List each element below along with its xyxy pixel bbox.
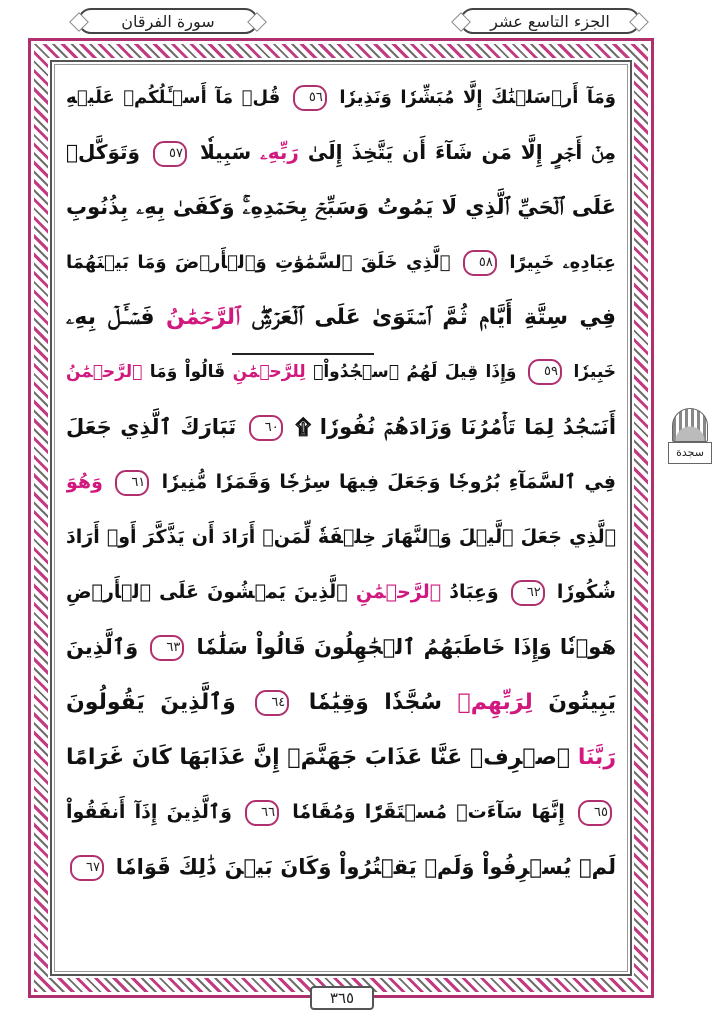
text-line (66, 620, 616, 675)
ayah-number: ٦٣ (150, 635, 184, 661)
verse-text: يَبِيتُونَ (548, 690, 616, 715)
highlighted-word: لِرَبِّهِمۡ (457, 690, 533, 715)
text-line (66, 400, 616, 455)
ayah-number: ٥٦ (293, 85, 327, 111)
sajda-label: سجدة (668, 442, 712, 464)
verse-text: لَمۡ يُسۡرِفُواْ وَلَمۡ يَقۡتُرُواْ وَكَانَ بَيۡنَ ذَٰلِكَ قَوَامٗا (115, 855, 616, 879)
verse-text: فِي سِتَّةِ أَيَّامٖ ثُمَّ ٱسۡتَوَىٰ عَلَى ٱلۡعَرۡشِۖ (251, 305, 616, 330)
text-line (66, 180, 616, 235)
text-line (66, 730, 616, 785)
verse-text: وَإِذَا قِيلَ لَهُمُ ٱسۡجُدُواْۤ (313, 362, 517, 382)
highlighted-word: لِلرَّحۡمَٰنِ (232, 362, 306, 382)
mosque-dome-icon (672, 408, 708, 442)
text-line (66, 70, 616, 125)
quran-text-block (66, 70, 616, 970)
verse-text: وَمَآ أَرۡسَلۡنَٰكَ إِلَّا مُبَشِّرٗا وَنَذِيرٗا (339, 87, 616, 108)
verse-text: أَنَسۡجُدُ لِمَا تَأۡمُرُنَا وَزَادَهُمۡ نُفُورٗا ۩ (295, 415, 616, 439)
verse-text: سُجَّدٗا وَقِيَٰمٗا (308, 690, 443, 715)
text-line (66, 785, 616, 840)
text-line (66, 510, 616, 565)
text-line (66, 565, 616, 620)
page-number: ٣٦٥ (310, 986, 374, 1010)
highlighted-word: رَبَّنَا (577, 745, 616, 770)
verse-text: عَلَى ٱلۡحَيِّ ٱلَّذِي لَا يَمُوتُ وَسَبِّحۡ بِحَمۡدِهِۦۚ وَكَفَىٰ بِهِۦ بِذُنُوبِ (66, 195, 616, 219)
ayah-number: ٦١ (115, 470, 149, 496)
verse-text: وَتَوَكَّلۡ (66, 140, 140, 164)
verse-text: إِنَّهَا سَآءَتۡ مُسۡتَقَرّٗا وَمُقَامٗا (292, 801, 565, 823)
text-line (66, 675, 616, 730)
verse-text: ٱصۡرِفۡ عَنَّا عَذَابَ جَهَنَّمَۖ إِنَّ عَذَابَهَا كَانَ غَرَامًا (66, 745, 571, 770)
sajda-marker (668, 408, 712, 468)
text-line (66, 290, 616, 345)
verse-text: ٱلَّذِي خَلَقَ ٱلسَّمَٰوَٰتِ وَٱلۡأَرۡضَ وَمَا بَيۡنَهُمَا (66, 252, 451, 273)
ayah-number: ٦٢ (511, 580, 545, 606)
ayah-number: ٥٩ (528, 359, 562, 385)
verse-text: قَالُواْ وَمَا (149, 362, 226, 382)
verse-text: خَبِيرٗا (573, 362, 616, 382)
verse-text: قُلۡ مَآ أَسۡـَٔلُكُمۡ عَلَيۡهِ (66, 87, 281, 108)
ayah-number: ٦٤ (255, 690, 289, 716)
highlighted-word: ٱلرَّحۡمَٰنِ (355, 581, 442, 603)
verse-text: سَبِيلٗا (199, 140, 252, 164)
verse-text: مِنۡ أَجۡرٍ إِلَّا مَن شَآءَ أَن يَتَّخِذَ إِلَىٰ (307, 140, 616, 164)
text-line (66, 235, 616, 290)
verse-text: وَعِبَادُ (449, 581, 499, 603)
verse-text: فَسۡـَٔلۡ بِهِۦ (66, 305, 155, 330)
highlighted-word: رَبِّهِۦ (260, 140, 299, 164)
highlighted-word: ٱلرَّحۡمَٰنُ (66, 362, 143, 382)
verse-text: عِبَادِهِۦ خَبِيرًا (509, 252, 616, 273)
text-line (66, 455, 616, 510)
verse-text: وَٱلَّذِينَ إِذَآ أَنفَقُواْ (66, 801, 232, 823)
text-line (66, 840, 616, 895)
ayah-number: ٦٥ (578, 800, 612, 826)
highlighted-word: ٱلرَّحۡمَٰنُ (165, 305, 241, 330)
verse-text: ٱلَّذِينَ يَمۡشُونَ عَلَى ٱلۡأَرۡضِ (66, 581, 348, 603)
verse-text: فِي ٱلسَّمَآءِ بُرُوجٗا وَجَعَلَ فِيهَا سِرَٰجٗا وَقَمَرٗا مُّنِيرٗا (161, 471, 616, 493)
text-line (66, 345, 616, 400)
verse-text: ٱلَّذِي جَعَلَ ٱلَّيۡلَ وَٱلنَّهَارَ خِلۡفَةٗ لِّمَنۡ أَرَادَ أَن يَذَّكَّرَ أَوۡ أَرَادَ (66, 526, 616, 548)
verse-text: تَبَارَكَ ٱلَّذِي جَعَلَ (66, 415, 237, 439)
ayah-number: ٦٠ (249, 415, 283, 441)
verse-text: شُكُورٗا (556, 581, 616, 603)
ayah-number: ٥٨ (463, 250, 497, 276)
juz-title: الجزء التاسع عشر (460, 8, 640, 34)
ayah-number: ٥٧ (153, 141, 187, 167)
surah-title: سورة الفرقان (78, 8, 258, 34)
verse-text: وَٱلَّذِينَ (66, 635, 139, 659)
highlighted-word: وَهُوَ (66, 471, 103, 493)
ayah-number: ٦٧ (70, 855, 104, 881)
ayah-number: ٦٦ (245, 800, 279, 826)
text-line (66, 125, 616, 180)
verse-text: هَوۡنٗا وَإِذَا خَاطَبَهُمُ ٱلۡجَٰهِلُونَ قَالُواْ سَلَٰمٗا (196, 635, 616, 659)
verse-text: وَٱلَّذِينَ يَقُولُونَ (66, 690, 236, 715)
